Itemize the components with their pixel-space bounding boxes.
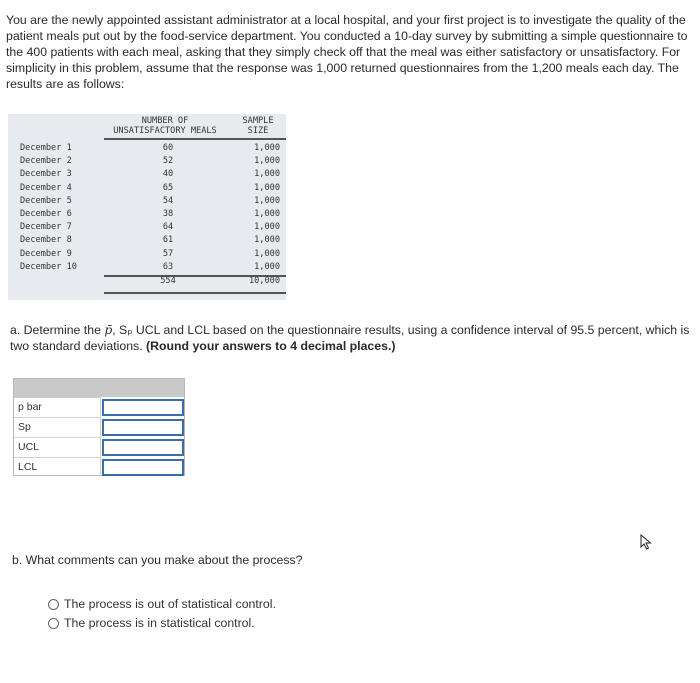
answer-grid-header xyxy=(14,379,184,397)
table-row xyxy=(8,168,286,181)
lcl-input[interactable] xyxy=(102,459,184,476)
table-row xyxy=(8,208,286,221)
header-divider xyxy=(104,138,286,140)
ucl-input[interactable] xyxy=(102,439,184,456)
survey-data-table xyxy=(8,114,286,300)
table-row xyxy=(8,182,286,195)
row-sample-size: 1,000 xyxy=(254,182,280,193)
radio-out-of-control[interactable] xyxy=(48,599,59,610)
row-sample-size: 1,000 xyxy=(254,195,280,206)
answer-grid xyxy=(13,378,185,476)
option-out-of-control[interactable] xyxy=(48,596,276,612)
sp-input[interactable] xyxy=(102,419,184,436)
table-row xyxy=(8,234,286,247)
total-row xyxy=(8,274,286,288)
table-row xyxy=(8,221,286,234)
label-p-bar: p bar xyxy=(14,397,100,416)
row-sample-size: 1,000 xyxy=(254,208,280,219)
option-in-control[interactable] xyxy=(48,615,255,631)
row-date: December 1 xyxy=(20,143,72,153)
question-a xyxy=(10,322,690,354)
row-unsatisfactory-count: 65 xyxy=(162,182,174,193)
row-unsatisfactory-count: 54 xyxy=(162,195,174,206)
question-a-rounding-note: (Round your answers to 4 decimal places.) xyxy=(146,339,396,353)
p-bar-input[interactable] xyxy=(102,399,184,416)
question-b: b. What comments can you make about the process? xyxy=(12,553,303,567)
row-unsatisfactory-count: 61 xyxy=(162,235,174,246)
label-ucl: UCL xyxy=(14,437,100,456)
label-sp: Sp xyxy=(14,417,100,436)
p-bar-symbol: p̄ xyxy=(104,323,113,337)
question-a-middle: , Sₚ UCL and LCL based on the questionnaire results, using a confidence interval of 95.5 percent, which is two standard deviations. xyxy=(10,323,690,353)
radio-in-control[interactable] xyxy=(48,618,59,629)
label-lcl: LCL xyxy=(14,457,100,476)
row-date: December 4 xyxy=(20,182,72,193)
row-date: December 7 xyxy=(20,222,72,233)
row-unsatisfactory-count: 38 xyxy=(162,208,174,219)
row-unsatisfactory-count: 57 xyxy=(162,248,174,259)
total-unsatisfactory: 554 xyxy=(160,276,176,286)
row-sample-size: 1,000 xyxy=(254,156,280,167)
table-row xyxy=(8,248,286,261)
problem-intro: You are the newly appointed assistant administrator at a local hospital, and your first project is to investigate the quality of the patient meals put out by the food-service department. You conducted a 10-day survey by submitting a simple questionnaire to the 400 patients with each meal, asking that they simply check off that the meal was either satisfactory or unsatisfactory. For simplicity in this problem, assume that the response was 1,000 returned questionnaires from the 1,200 meals each day. The results are as follows: xyxy=(6,13,688,91)
bottom-divider xyxy=(104,292,286,294)
row-date: December 3 xyxy=(20,169,72,180)
row-unsatisfactory-count: 52 xyxy=(162,156,174,167)
column-header-sample-size: SAMPLE SIZE xyxy=(242,116,274,136)
row-sample-size: 1,000 xyxy=(254,222,280,233)
column-header-unsatisfactory: NUMBER OF UNSATISFACTORY MEALS xyxy=(113,116,217,136)
row-unsatisfactory-count: 63 xyxy=(162,261,174,272)
row-date: December 6 xyxy=(20,208,72,219)
row-unsatisfactory-count: 60 xyxy=(162,143,174,153)
option-in-control-label: The process is in statistical control. xyxy=(64,616,255,630)
row-date: December 9 xyxy=(20,248,72,259)
row-sample-size: 1,000 xyxy=(254,261,280,272)
table-row xyxy=(8,142,286,155)
option-out-of-control-label: The process is out of statistical control. xyxy=(64,597,276,611)
row-date: December 8 xyxy=(20,235,72,246)
row-unsatisfactory-count: 40 xyxy=(162,169,174,180)
answer-grid-separator xyxy=(100,397,101,476)
row-sample-size: 1,000 xyxy=(254,248,280,259)
row-sample-size: 1,000 xyxy=(254,235,280,246)
row-date: December 10 xyxy=(20,261,77,272)
mouse-cursor-icon xyxy=(640,534,654,550)
row-sample-size: 1,000 xyxy=(254,169,280,180)
row-sample-size: 1,000 xyxy=(254,143,280,153)
table-row xyxy=(8,195,286,208)
table-row xyxy=(8,155,286,168)
row-unsatisfactory-count: 64 xyxy=(162,222,174,233)
row-date: December 5 xyxy=(20,195,72,206)
table-row xyxy=(8,261,286,274)
row-date: December 2 xyxy=(20,156,72,167)
total-sample-size: 10,000 xyxy=(248,276,280,286)
question-a-prefix: a. Determine the xyxy=(10,323,105,337)
